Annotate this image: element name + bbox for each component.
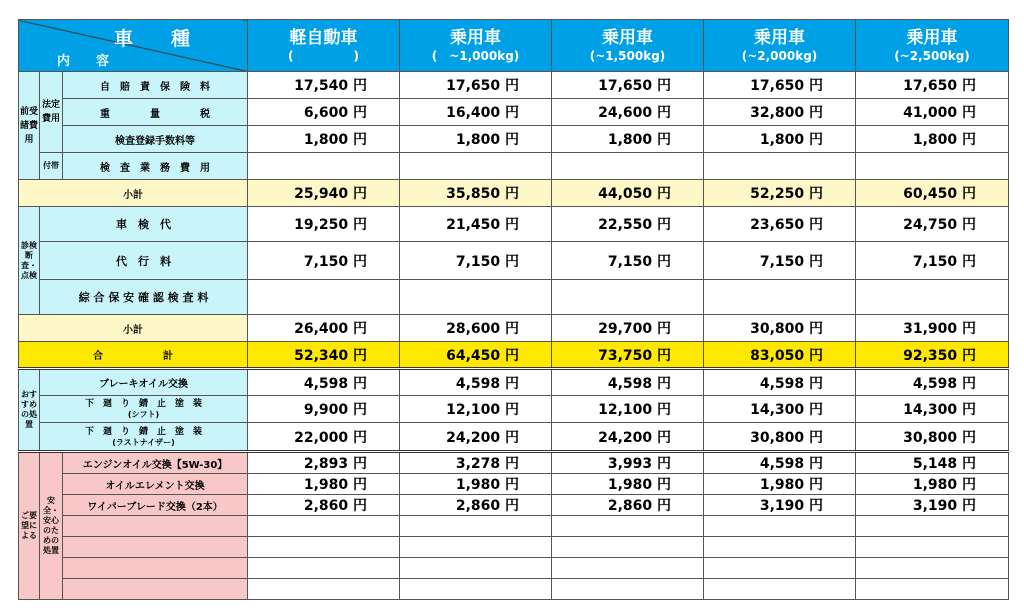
table-row: [19, 369, 1009, 396]
cell-value: [248, 280, 400, 315]
cell-value: 14,300 円: [856, 396, 1009, 423]
cell-value: 24,600 円: [552, 99, 704, 126]
cell-value: 4,598 円: [552, 369, 704, 396]
table-row: [19, 99, 1009, 126]
subtotal-value: 26,400 円: [248, 315, 400, 342]
inspection-group-label: 診検断査・点検: [19, 207, 40, 315]
subtotal-value: 28,600 円: [400, 315, 552, 342]
row-label: 下 廻 り 錆 止 塗 装 (ラストナイザー): [40, 423, 248, 452]
cell-value: 1,800 円: [704, 126, 856, 153]
empty-cell: [400, 558, 552, 579]
cell-value: [400, 280, 552, 315]
col-header: 軽自動車 ( ): [248, 20, 400, 72]
cell-value: 7,150 円: [248, 242, 400, 280]
cell-value: 7,150 円: [856, 242, 1009, 280]
cell-value: 1,800 円: [856, 126, 1009, 153]
row-label: 車 検 代: [40, 207, 248, 242]
subtotal-row: [19, 315, 1009, 342]
table-row: [19, 72, 1009, 99]
cell-value: 12,100 円: [400, 396, 552, 423]
col-header: 乗用車 (~2,500kg): [856, 20, 1009, 72]
cell-value: 1,980 円: [856, 474, 1009, 495]
row-label: 自 賠 責 保 険 料: [63, 72, 248, 99]
cell-value: [400, 153, 552, 180]
cell-value: 30,800 円: [704, 423, 856, 452]
row-label: 検査登録手数料等: [63, 126, 248, 153]
cell-value: 4,598 円: [400, 369, 552, 396]
total-value: 64,450 円: [400, 342, 552, 369]
cell-value: 6,600 円: [248, 99, 400, 126]
subtotal-row: [19, 180, 1009, 207]
cell-value: 1,800 円: [552, 126, 704, 153]
empty-cell: [400, 516, 552, 537]
cell-value: 19,250 円: [248, 207, 400, 242]
vehicle-type-label: 車 種: [114, 28, 191, 50]
row-label: [63, 516, 248, 537]
empty-cell: [248, 579, 400, 600]
request-group-label: ご要望による: [19, 452, 40, 600]
row-label: [63, 558, 248, 579]
subtotal-label: 小計: [19, 180, 248, 207]
cell-value: 32,800 円: [704, 99, 856, 126]
row-label: 代 行 料: [40, 242, 248, 280]
subtotal-value: 29,700 円: [552, 315, 704, 342]
row-label: [63, 537, 248, 558]
header-corner: [19, 20, 248, 72]
cell-value: 3,993 円: [552, 452, 704, 474]
subtotal-value: 31,900 円: [856, 315, 1009, 342]
header-row: [19, 20, 1009, 72]
empty-cell: [552, 579, 704, 600]
cell-value: 17,540 円: [248, 72, 400, 99]
total-value: 52,340 円: [248, 342, 400, 369]
cell-value: 2,860 円: [400, 495, 552, 516]
total-row: [19, 342, 1009, 369]
cell-value: 4,598 円: [248, 369, 400, 396]
cell-value: 3,190 円: [704, 495, 856, 516]
empty-cell: [400, 537, 552, 558]
cell-value: 1,980 円: [400, 474, 552, 495]
cell-value: [248, 153, 400, 180]
subtotal-value: 30,800 円: [704, 315, 856, 342]
subtotal-value: 60,450 円: [856, 180, 1009, 207]
cell-value: 4,598 円: [704, 369, 856, 396]
cell-value: 1,980 円: [248, 474, 400, 495]
table-row: [19, 423, 1009, 452]
cell-value: 2,893 円: [248, 452, 400, 474]
table-row: [19, 495, 1009, 516]
table-row: [19, 558, 1009, 579]
subtotal-value: 35,850 円: [400, 180, 552, 207]
prepaid-group-label: 前受諸費用: [19, 72, 40, 180]
cell-value: 5,148 円: [856, 452, 1009, 474]
total-value: 92,350 円: [856, 342, 1009, 369]
legal-group-label: 法定費用: [40, 72, 63, 153]
cell-value: 1,800 円: [248, 126, 400, 153]
empty-cell: [248, 558, 400, 579]
table-row: [19, 396, 1009, 423]
empty-cell: [552, 516, 704, 537]
empty-cell: [704, 579, 856, 600]
empty-cell: [856, 579, 1009, 600]
row-label: ブレーキオイル交換: [40, 369, 248, 396]
table-row: [19, 126, 1009, 153]
subtotal-value: 52,250 円: [704, 180, 856, 207]
table-row: [19, 452, 1009, 474]
empty-cell: [704, 558, 856, 579]
subtotal-label: 小計: [19, 315, 248, 342]
row-label: 検 査 業 務 費 用: [63, 153, 248, 180]
table-row: [19, 474, 1009, 495]
cell-value: 17,650 円: [400, 72, 552, 99]
safety-group-label: 安全・安心のための処置: [40, 452, 63, 600]
subtotal-value: 25,940 円: [248, 180, 400, 207]
cell-value: 12,100 円: [552, 396, 704, 423]
row-label: 綜 合 保 安 確 認 検 査 料: [40, 280, 248, 315]
row-label: 重 量 税: [63, 99, 248, 126]
cell-value: 3,278 円: [400, 452, 552, 474]
cell-value: 3,190 円: [856, 495, 1009, 516]
col-header: 乗用車 (~2,000kg): [704, 20, 856, 72]
cell-value: 22,000 円: [248, 423, 400, 452]
cell-value: 2,860 円: [552, 495, 704, 516]
cell-value: 41,000 円: [856, 99, 1009, 126]
cell-value: 7,150 円: [552, 242, 704, 280]
row-label: 下 廻 り 錆 止 塗 装 (シフト): [40, 396, 248, 423]
cell-value: [552, 153, 704, 180]
table-row: [19, 207, 1009, 242]
table-row: [19, 579, 1009, 600]
empty-cell: [704, 516, 856, 537]
cell-value: 30,800 円: [856, 423, 1009, 452]
empty-cell: [552, 537, 704, 558]
empty-cell: [552, 558, 704, 579]
empty-cell: [704, 537, 856, 558]
cell-value: [856, 153, 1009, 180]
table-row: [19, 153, 1009, 180]
empty-cell: [248, 537, 400, 558]
cell-value: 17,650 円: [856, 72, 1009, 99]
cell-value: 23,650 円: [704, 207, 856, 242]
table-row: [19, 280, 1009, 315]
cell-value: 1,980 円: [552, 474, 704, 495]
empty-cell: [856, 537, 1009, 558]
cell-value: 17,650 円: [704, 72, 856, 99]
cell-value: 4,598 円: [856, 369, 1009, 396]
cell-value: [704, 153, 856, 180]
cell-value: 24,200 円: [552, 423, 704, 452]
table-row: [19, 537, 1009, 558]
cell-value: 21,450 円: [400, 207, 552, 242]
row-label: オイルエレメント交換: [63, 474, 248, 495]
cell-value: 7,150 円: [704, 242, 856, 280]
attached-label: 付帯: [40, 153, 63, 180]
cell-value: 9,900 円: [248, 396, 400, 423]
cell-value: 24,750 円: [856, 207, 1009, 242]
col-header: 乗用車 ( ~1,000kg): [400, 20, 552, 72]
row-label: エンジンオイル交換【5W-30】: [63, 452, 248, 474]
cell-value: 1,980 円: [704, 474, 856, 495]
total-label: 合 計: [19, 342, 248, 369]
empty-cell: [400, 579, 552, 600]
total-value: 73,750 円: [552, 342, 704, 369]
contents-label: 内 容: [57, 54, 110, 69]
cell-value: [552, 280, 704, 315]
cell-value: [704, 280, 856, 315]
empty-cell: [856, 558, 1009, 579]
empty-cell: [248, 516, 400, 537]
table-row: [19, 242, 1009, 280]
cell-value: 24,200 円: [400, 423, 552, 452]
cell-value: 17,650 円: [552, 72, 704, 99]
cell-value: 4,598 円: [704, 452, 856, 474]
cell-value: 2,860 円: [248, 495, 400, 516]
subtotal-value: 44,050 円: [552, 180, 704, 207]
cell-value: 1,800 円: [400, 126, 552, 153]
row-label: ワイパーブレード交換（2本）: [63, 495, 248, 516]
cell-value: 14,300 円: [704, 396, 856, 423]
cell-value: [856, 280, 1009, 315]
row-label: [63, 579, 248, 600]
empty-cell: [856, 516, 1009, 537]
col-header: 乗用車 (~1,500kg): [552, 20, 704, 72]
recommended-group-label: おすすめの処置: [19, 369, 40, 452]
total-value: 83,050 円: [704, 342, 856, 369]
cell-value: 7,150 円: [400, 242, 552, 280]
cell-value: 16,400 円: [400, 99, 552, 126]
cell-value: 22,550 円: [552, 207, 704, 242]
table-row: [19, 516, 1009, 537]
price-table: [18, 19, 1009, 600]
